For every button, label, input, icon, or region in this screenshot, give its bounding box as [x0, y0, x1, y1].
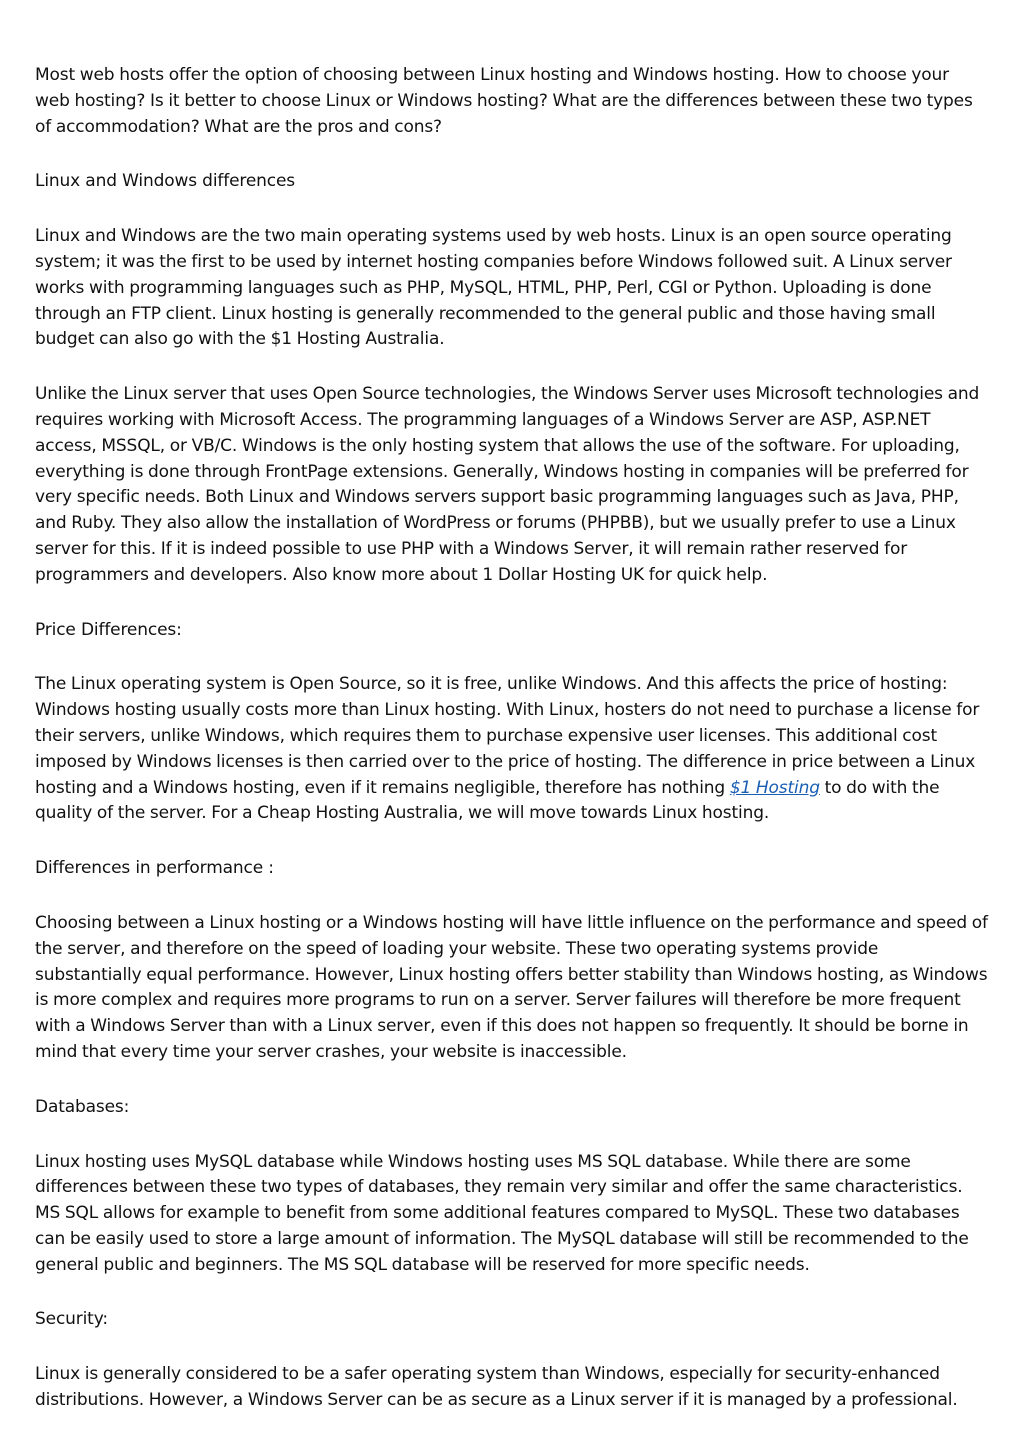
differences-paragraph: Linux and Windows are the two main operating systems used by web hosts. Linux is an open source operating system; it was the first to be used by internet hosting companies before Windows followed suit. A Linux server works with programming languages such as PHP, MySQL, HTML, PHP, Perl, CGI or Python. Uploading is done through an FTP client. Linux hosting is generally recommended to the general public and those having small budget can also go with the $1 Hosting Australia. [35, 226, 952, 350]
heading-security: Security: [35, 1309, 108, 1330]
heading-performance: Differences in performance : [35, 858, 274, 879]
price-text-before-link: The Linux operating system is Open Source, so it is free, unlike Windows. And this affects the price of hosting: Windows hosting usually costs more than Linux hosting. With Linux, hosters do not need to purchase a license for their servers, unlike Windows, which requires them to purchase expensive user licenses. This additional cost imposed by Windows licenses is then carried over to the price of hosting. The difference in price between a Linux hosting and a Windows hosting, even if it remains negligible, therefore has nothing [35, 674, 980, 798]
price-text-after-link: to do with the quality of the server. For a Cheap Hosting Australia, we will move towards Linux hosting. [35, 777, 940, 824]
heading-price-differences: Price Differences: [35, 619, 182, 640]
heading-linux-windows-differences: Linux and Windows differences [35, 171, 295, 192]
heading-databases: Databases: [35, 1096, 130, 1117]
windows-server-paragraph: Unlike the Linux server that uses Open Source technologies, the Windows Server uses Microsoft technologies and requires working with Microsoft Access. The programming languages of a Windows Server are ASP, ASP.NET access, MSSQL, or VB/C. Windows is the only hosting system that allows the use of the software. For uploading, everything is done through FrontPage extensions. Generally, Windows hosting in companies will be preferred for very specific needs. Both Linux and Windows servers support basic programming languages such as Java, PHP, and Ruby. They also allow the installation of WordPress or forums (PHPBB), but we usually prefer to use a Linux server for this. If it is indeed possible to use PHP with a Windows Server, it will remain rather reserved for programmers and developers. Also know more about 1 Dollar Hosting UK for quick help. [35, 384, 980, 585]
one-dollar-hosting-link[interactable]: $1 Hosting [729, 777, 820, 798]
security-paragraph: Linux is generally considered to be a safer operating system than Windows, especially for security-enhanced distributions. However, a Windows Server can be as secure as a Linux server if it is managed by a professional. [35, 1364, 958, 1411]
price-paragraph [35, 672, 988, 827]
intro-paragraph: Most web hosts offer the option of choosing between Linux hosting and Windows hosting. How to choose your web hosting? Is it better to choose Linux or Windows hosting? What are the differences between these two types of accommodation? What are the pros and cons? [35, 65, 973, 137]
performance-paragraph: Choosing between a Linux hosting or a Windows hosting will have little influence on the performance and speed of the server, and therefore on the speed of loading your website. These two operating systems provide substantially equal performance. However, Linux hosting offers better stability than Windows hosting, as Windows is more complex and requires more programs to run on a server. Server failures will therefore be more frequent with a Windows Server than with a Linux server, even if this does not happen so frequently. It should be borne in mind that every time your server crashes, your website is inaccessible. [35, 912, 988, 1062]
databases-paragraph: Linux hosting uses MySQL database while Windows hosting uses MS SQL database. While there are some differences between these two types of databases, they remain very similar and offer the same characteristics. MS SQL allows for example to benefit from some additional features compared to MySQL. These two databases can be easily used to store a large amount of information. The MySQL database will still be recommended to the general public and beginners. The MS SQL database will be reserved for more specific needs. [35, 1151, 969, 1275]
